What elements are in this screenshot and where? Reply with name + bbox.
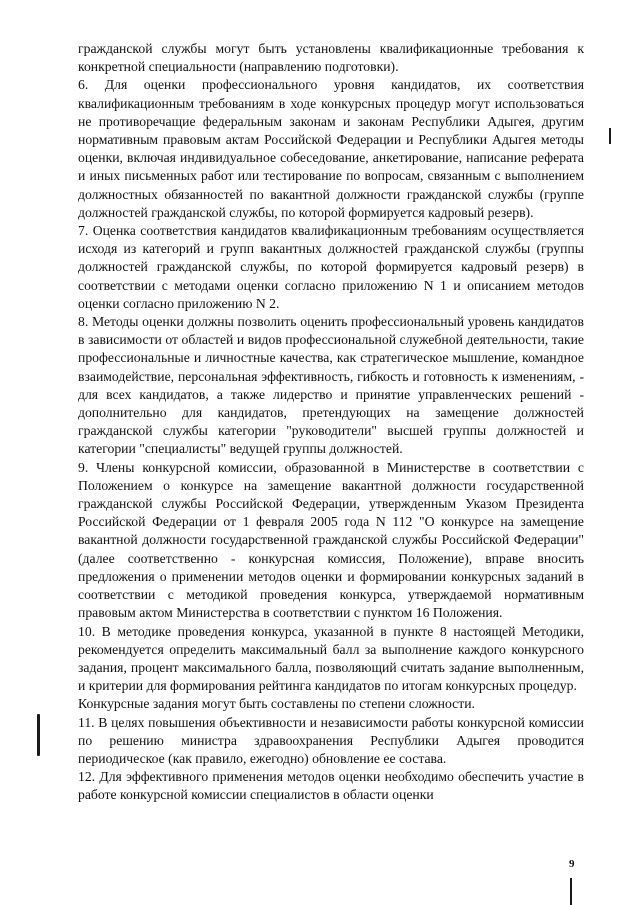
scan-artifact-bottom [570, 878, 572, 905]
document-body [78, 40, 584, 805]
paragraph-7: 7. Оценка соответствия кандидатов квалификационным требованиям осуществляется исходя из категорий и групп вакантных должностей гражданской службы (группы должностей гражданской службы, по которой формируется кадровый резерв) в соответствии с методами оценки согласно приложению N 1 и описанием методов оценки согласно приложению N 2. [78, 223, 584, 311]
scan-artifact-left [37, 714, 40, 756]
paragraph-10: 10. В методике проведения конкурса, указанной в пункте 8 настоящей Методики, рекомендуется определить максимальный балл за выполнение каждого конкурсного задания, процент максимального балла, позволяющий считать задание выполненным, и критерии для формирования рейтинга кандидатов по итогам конкурсных процедур. [78, 623, 584, 694]
paragraph-6: 6. Для оценки профессионального уровня кандидатов, их соответствия квалификационным требованиям в ходе конкурсных процедур могут использоваться не противоречащие федеральным законам и законам Республики Адыгея, другим нормативным правовым актам Российской Федерации и Республики Адыгея методы оценки, включая индивидуальное собеседование, анкетирование, написание реферата и иных письменных работ или тестирование по вопросам, связанным с выполнением должностных обязанностей по вакантной должности гражданской службы (группе должностей гражданской службы, по которой формируется кадровый резерв). [78, 77, 584, 220]
paragraph-12: 12. Для эффективного применения методов оценки необходимо обеспечить участие в работе конкурсной комиссии специалистов в области оценки [78, 769, 584, 803]
paragraph-continuation: гражданской службы могут быть установлены квалификационные требования к конкретной специальности (направлению подготовки). [78, 41, 584, 75]
page-number: 9 [569, 858, 575, 870]
paragraph-10-note: Конкурсные задания могут быть составлены по степени сложности. [78, 696, 475, 712]
paragraph-11: 11. В целях повышения объективности и независимости работы конкурсной комиссии по решению министра здравоохранения Республики Адыгея проводится периодическое (как правило, ежегодно) обновление ее состава. [78, 714, 584, 766]
scan-artifact-right [609, 128, 611, 144]
paragraph-8: 8. Методы оценки должны позволить оценить профессиональный уровень кандидатов в зависимости от областей и видов профессиональной служебной деятельности, такие профессиональные и личностные качества, как стратегическое мышление, командное взаимодействие, персональная эффективность, гибкость и готовность к изменениям, - для всех кандидатов, а также лидерство и принятие управленческих решений - дополнительно для кандидатов, претендующих на замещение должностей гражданской службы категории "руководители" высшей группы должностей и категории "специалисты" ведущей группы должностей. [78, 314, 584, 457]
paragraph-9: 9. Члены конкурсной комиссии, образованной в Министерстве в соответствии с Положением о конкурсе на замещение вакантной должности государственной гражданской службы Российской Федерации, утвержденным Указом Президента Российской Федерации от 1 февраля 2005 года N 112 "О конкурсе на замещение вакантной должности государственной гражданской службы Российской Федерации" (далее соответственно - конкурсная комиссия, Положение), вправе вносить предложения о применении методов оценки и формировании конкурсных заданий в соответствии с методикой проведения конкурса, утверждаемой нормативным правовым актом Министерства в соответствии с пунктом 16 Положения. [78, 459, 584, 621]
